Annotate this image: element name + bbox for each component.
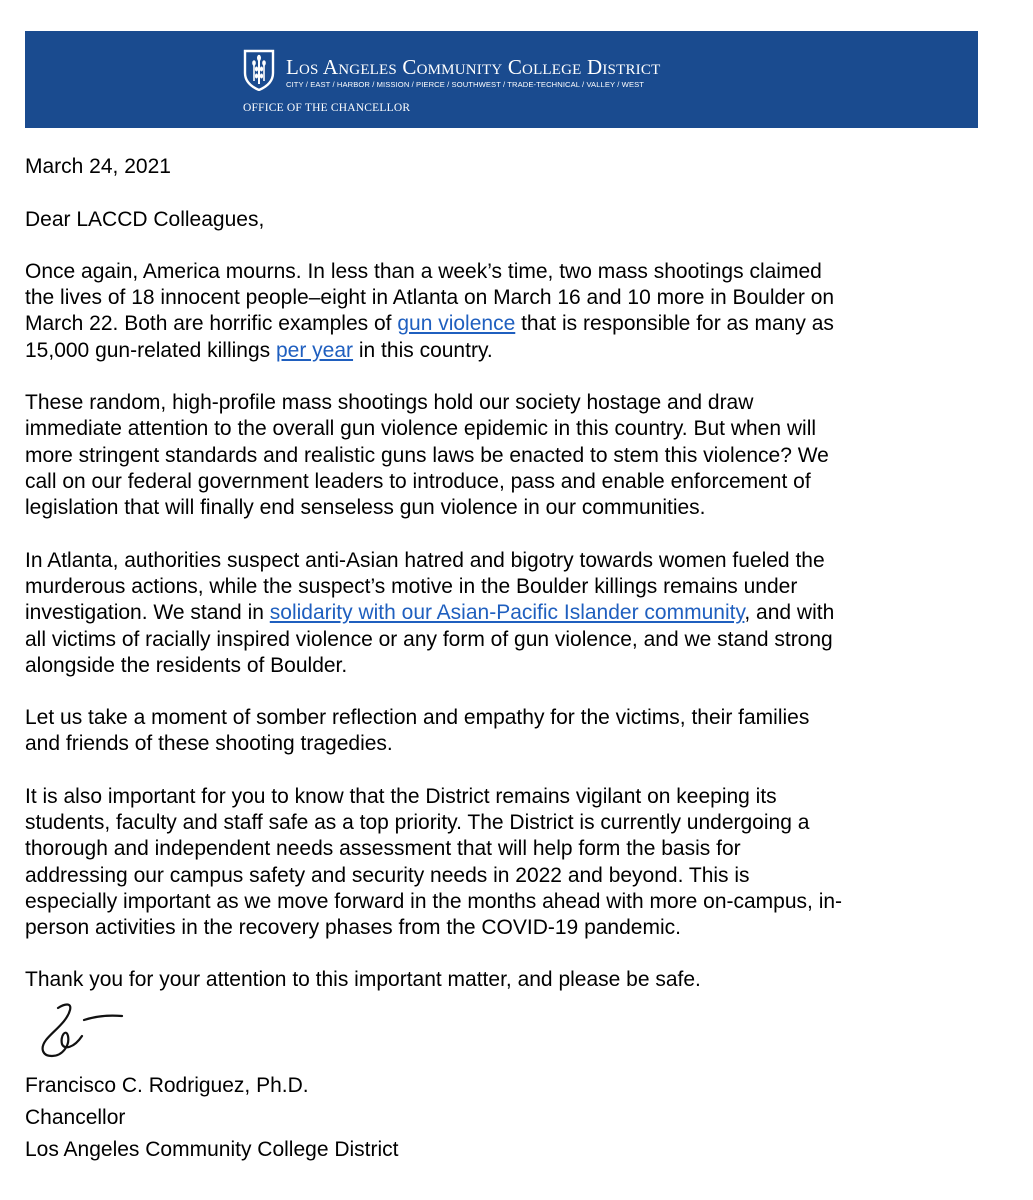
paragraph-line: These random, high-profile mass shootings hold our society hostage and draw (25, 391, 754, 414)
paragraph-line (25, 311, 834, 337)
paragraph-line: students, faculty and staff safe as a top priority. The District is currently undergoing a (25, 811, 810, 834)
closing-line: Thank you for your attention to this important matter, and please be safe. (25, 968, 701, 991)
paragraph-line: alongside the residents of Boulder. (25, 654, 348, 677)
wheat-sheaf-shield-icon (242, 49, 276, 91)
paragraph-line: In Atlanta, authorities suspect anti-Asian hatred and bigotry towards women fueled the (25, 549, 825, 572)
paragraph-line: all victims of racially inspired violence or any form of gun violence, and we stand strong (25, 628, 833, 651)
solidarity-link[interactable]: solidarity with our Asian-Pacific Islander community (269, 601, 745, 624)
paragraph-line: especially important as we move forward in the months ahead with more on-campus, in- (25, 890, 843, 913)
line-text: investigation. We stand in (25, 601, 270, 624)
salutation: Dear LACCD Colleagues, (25, 208, 265, 231)
letter-date: March 24, 2021 (25, 155, 171, 178)
paragraph-line: It is also important for you to know that the District remains vigilant on keeping its (25, 785, 777, 808)
line-text: , and with (744, 601, 835, 624)
line-text: in this country. (353, 339, 493, 362)
paragraph-line: immediate attention to the overall gun violence epidemic in this country. But when will (25, 417, 817, 440)
signer-name: Francisco C. Rodriguez, Ph.D. (25, 1074, 309, 1097)
line-text: that is responsible for as many as (515, 312, 834, 335)
signer-organization: Los Angeles Community College District (25, 1138, 399, 1161)
paragraph-line: addressing our campus safety and security needs in 2022 and beyond. This is (25, 864, 750, 887)
paragraph-line: person activities in the recovery phases from the COVID-19 pandemic. (25, 916, 681, 939)
line-text: 15,000 gun-related killings (25, 339, 276, 362)
paragraph-line: legislation that will finally end senseless gun violence in our communities. (25, 496, 706, 519)
paragraph-line (25, 600, 834, 626)
gun-violence-link[interactable]: gun violence (397, 312, 516, 335)
paragraph-line: Once again, America mourns. In less than a week’s time, two mass shootings claimed (25, 260, 822, 283)
paragraph-line: more stringent standards and realistic guns laws be enacted to stem this violence? We (25, 444, 829, 467)
college-list: CITY / EAST / HARBOR / MISSION / PIERCE / SOUTHWEST / TRADE-TECHNICAL / VALLEY / WEST (286, 80, 645, 89)
paragraph-line: and friends of these shooting tragedies. (25, 732, 393, 755)
per-year-link[interactable]: per year (276, 339, 354, 362)
paragraph-line: thorough and independent needs assessment that will help form the basis for (25, 837, 741, 860)
signer-title: Chancellor (25, 1106, 126, 1129)
paragraph-line: Let us take a moment of somber reflection and empathy for the victims, their families (25, 706, 810, 729)
paragraph-line (25, 338, 493, 364)
letterhead-banner (25, 31, 978, 128)
signature-image (30, 996, 130, 1062)
paragraph-line: murderous actions, while the suspect’s motive in the Boulder killings remains under (25, 575, 798, 598)
line-text: March 22. Both are horrific examples of (25, 312, 398, 335)
organization-name: Los Angeles Community College District (286, 55, 661, 79)
paragraph-line: the lives of 18 innocent people–eight in Atlanta on March 16 and 10 more in Boulder on (25, 286, 835, 309)
office-name: OFFICE OF THE CHANCELLOR (243, 102, 411, 114)
paragraph-line: call on our federal government leaders to introduce, pass and enable enforcement of (25, 470, 811, 493)
